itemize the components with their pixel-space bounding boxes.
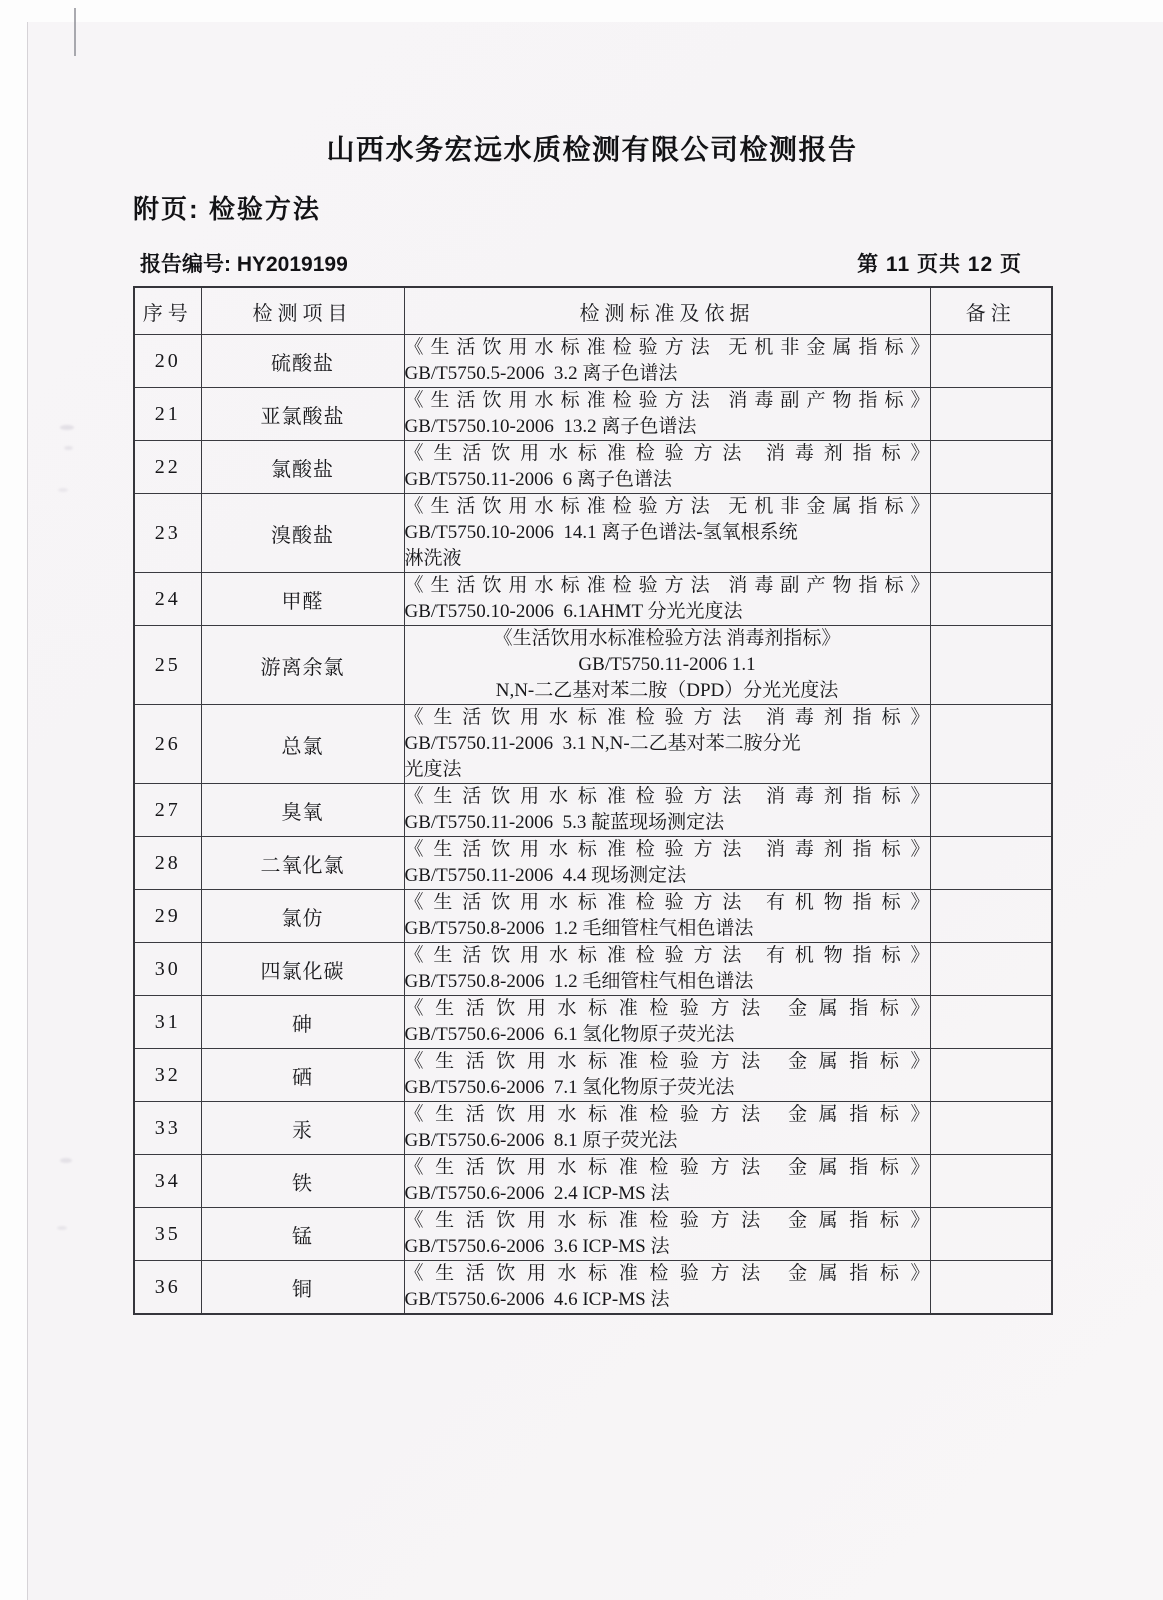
standard-cell	[404, 626, 930, 705]
serial-number-cell: 36	[134, 1261, 201, 1315]
standard-line: 《生活饮用水标准检验方法 消毒剂指标》	[404, 839, 930, 860]
serial-number-cell: 22	[134, 441, 201, 494]
standard-line: 《生活饮用水标准检验方法 消毒剂指标》	[404, 443, 930, 464]
table-row	[134, 441, 1052, 494]
standard-line: GB/T5750.10-2006 13.2 离子色谱法	[404, 416, 697, 437]
standard-line: 《生活饮用水标准检验方法 金属指标》	[404, 1210, 930, 1231]
report-number-label: 报告编号:	[140, 253, 237, 276]
serial-number-cell: 20	[134, 335, 201, 388]
standard-line: 《生活饮用水标准检验方法 无机非金属指标》	[404, 496, 930, 517]
scan-edge-artifact	[74, 8, 76, 56]
table-row	[134, 996, 1052, 1049]
standard-line: 《生活饮用水标准检验方法 金属指标》	[404, 1263, 930, 1284]
table-row	[134, 626, 1052, 705]
test-item-cell: 亚氯酸盐	[201, 388, 404, 441]
standard-line: GB/T5750.8-2006 1.2 毛细管柱气相色谱法	[404, 971, 754, 992]
remark-cell	[930, 441, 1052, 494]
remark-cell	[930, 1102, 1052, 1155]
remark-cell	[930, 335, 1052, 388]
standard-cell	[404, 1261, 930, 1315]
scan-smudge	[58, 488, 68, 492]
standard-line: GB/T5750.10-2006 6.1AHMT 分光光度法	[404, 601, 743, 622]
standard-cell	[404, 705, 930, 784]
standard-line: GB/T5750.6-2006 8.1 原子荧光法	[404, 1130, 678, 1151]
standard-line: 《生活饮用水标准检验方法 消毒剂指标》	[493, 628, 841, 649]
table-row	[134, 837, 1052, 890]
standard-line: 《生活饮用水标准检验方法 金属指标》	[404, 1051, 930, 1072]
remark-cell	[930, 494, 1052, 573]
remark-cell	[930, 388, 1052, 441]
test-item-cell: 锰	[201, 1208, 404, 1261]
standard-cell	[404, 1208, 930, 1261]
standard-line: GB/T5750.11-2006 5.3 靛蓝现场测定法	[404, 812, 725, 833]
standard-cell	[404, 1049, 930, 1102]
standard-line: GB/T5750.6-2006 6.1 氢化物原子荧光法	[404, 1024, 735, 1045]
test-item-cell: 游离余氯	[201, 626, 404, 705]
test-item-cell: 四氯化碳	[201, 943, 404, 996]
remark-cell	[930, 1208, 1052, 1261]
standard-line: 《生活饮用水标准检验方法 有机物指标》	[404, 945, 930, 966]
table-row	[134, 705, 1052, 784]
scan-smudge	[60, 425, 74, 430]
scan-smudge	[60, 1158, 72, 1163]
page-title: 山西水务宏远水质检测有限公司检测报告	[326, 134, 858, 165]
standard-cell	[404, 943, 930, 996]
standard-line: GB/T5750.11-2006 3.1 N,N-二乙基对苯二胺分光	[404, 733, 801, 754]
remark-cell	[930, 1261, 1052, 1315]
standard-line: GB/T5750.10-2006 14.1 离子色谱法-氢氧根系统	[404, 522, 798, 543]
test-item-cell: 溴酸盐	[201, 494, 404, 573]
standard-line: N,N-二乙基对苯二胺（DPD）分光光度法	[495, 680, 839, 701]
test-item-cell: 铜	[201, 1261, 404, 1315]
standard-cell	[404, 1102, 930, 1155]
standard-line: 《生活饮用水标准检验方法 消毒剂指标》	[404, 707, 930, 728]
header-test-item: 检测项目	[201, 287, 404, 335]
table-row	[134, 890, 1052, 943]
table-row	[134, 388, 1052, 441]
test-item-cell: 汞	[201, 1102, 404, 1155]
standard-line: GB/T5750.11-2006 4.4 现场测定法	[404, 865, 687, 886]
standard-line: GB/T5750.8-2006 1.2 毛细管柱气相色谱法	[404, 918, 754, 939]
serial-number-cell: 33	[134, 1102, 201, 1155]
test-item-cell: 臭氧	[201, 784, 404, 837]
standard-cell	[404, 890, 930, 943]
serial-number-cell: 32	[134, 1049, 201, 1102]
standard-line: GB/T5750.6-2006 4.6 ICP-MS 法	[404, 1289, 670, 1310]
standard-line: 淋洗液	[404, 548, 462, 569]
test-item-cell: 总氯	[201, 705, 404, 784]
remark-cell	[930, 784, 1052, 837]
remark-cell	[930, 1155, 1052, 1208]
standard-cell	[404, 996, 930, 1049]
table-row	[134, 1155, 1052, 1208]
remark-cell	[930, 705, 1052, 784]
standard-cell	[404, 1155, 930, 1208]
table-body	[134, 335, 1052, 1315]
serial-number-cell: 34	[134, 1155, 201, 1208]
table-row	[134, 943, 1052, 996]
serial-number-cell: 21	[134, 388, 201, 441]
table-row	[134, 573, 1052, 626]
standard-cell	[404, 573, 930, 626]
test-item-cell: 二氧化氯	[201, 837, 404, 890]
header-serial-number: 序号	[134, 287, 201, 335]
table-row	[134, 335, 1052, 388]
table-row	[134, 1261, 1052, 1315]
remark-cell	[930, 1049, 1052, 1102]
standard-cell	[404, 335, 930, 388]
remark-cell	[930, 943, 1052, 996]
standard-line: 《生活饮用水标准检验方法 金属指标》	[404, 998, 930, 1019]
standard-line: GB/T5750.6-2006 3.6 ICP-MS 法	[404, 1236, 670, 1257]
header-remark: 备注	[930, 287, 1052, 335]
test-item-cell: 砷	[201, 996, 404, 1049]
standard-cell	[404, 388, 930, 441]
page-indicator: 第 11 页共 12 页	[857, 253, 1022, 276]
scan-smudge	[64, 446, 73, 450]
standard-line: GB/T5750.6-2006 2.4 ICP-MS 法	[404, 1183, 670, 1204]
serial-number-cell: 31	[134, 996, 201, 1049]
remark-cell	[930, 626, 1052, 705]
test-item-cell: 甲醛	[201, 573, 404, 626]
table-row	[134, 494, 1052, 573]
serial-number-cell: 25	[134, 626, 201, 705]
remark-cell	[930, 573, 1052, 626]
serial-number-cell: 23	[134, 494, 201, 573]
serial-number-cell: 35	[134, 1208, 201, 1261]
serial-number-cell: 30	[134, 943, 201, 996]
scan-smudge	[57, 1226, 67, 1230]
standard-line: GB/T5750.11-2006 6 离子色谱法	[404, 469, 672, 490]
appendix-subtitle: 附页: 检验方法	[133, 194, 321, 224]
serial-number-cell: 24	[134, 573, 201, 626]
remark-cell	[930, 996, 1052, 1049]
standard-line: 《生活饮用水标准检验方法 金属指标》	[404, 1104, 930, 1125]
methods-table	[133, 286, 1053, 1315]
standard-line: 《生活饮用水标准检验方法 消毒副产物指标》	[404, 575, 930, 596]
standard-line: 《生活饮用水标准检验方法 有机物指标》	[404, 892, 930, 913]
standard-line: 《生活饮用水标准检验方法 消毒剂指标》	[404, 786, 930, 807]
test-item-cell: 硒	[201, 1049, 404, 1102]
report-number	[140, 248, 348, 278]
header-test-standard: 检测标准及依据	[404, 287, 930, 335]
serial-number-cell: 26	[134, 705, 201, 784]
table-header-row	[134, 287, 1052, 335]
standard-line: GB/T5750.11-2006 1.1	[578, 654, 756, 675]
standard-line: 光度法	[404, 759, 462, 780]
table-row	[134, 1208, 1052, 1261]
serial-number-cell: 27	[134, 784, 201, 837]
serial-number-cell: 29	[134, 890, 201, 943]
standard-cell	[404, 837, 930, 890]
test-item-cell: 氯酸盐	[201, 441, 404, 494]
standard-cell	[404, 441, 930, 494]
meta-row	[140, 248, 1022, 278]
remark-cell	[930, 837, 1052, 890]
standard-line: GB/T5750.5-2006 3.2 离子色谱法	[404, 363, 678, 384]
table-row	[134, 1049, 1052, 1102]
standard-line: 《生活饮用水标准检验方法 消毒副产物指标》	[404, 390, 930, 411]
report-number-value: HY2019199	[236, 253, 348, 276]
test-item-cell: 硫酸盐	[201, 335, 404, 388]
standard-line: 《生活饮用水标准检验方法 无机非金属指标》	[404, 337, 930, 358]
remark-cell	[930, 890, 1052, 943]
table-row	[134, 784, 1052, 837]
serial-number-cell: 28	[134, 837, 201, 890]
standard-line: 《生活饮用水标准检验方法 金属指标》	[404, 1157, 930, 1178]
test-item-cell: 铁	[201, 1155, 404, 1208]
test-item-cell: 氯仿	[201, 890, 404, 943]
standard-cell	[404, 784, 930, 837]
standard-cell	[404, 494, 930, 573]
table-row	[134, 1102, 1052, 1155]
standard-line: GB/T5750.6-2006 7.1 氢化物原子荧光法	[404, 1077, 735, 1098]
